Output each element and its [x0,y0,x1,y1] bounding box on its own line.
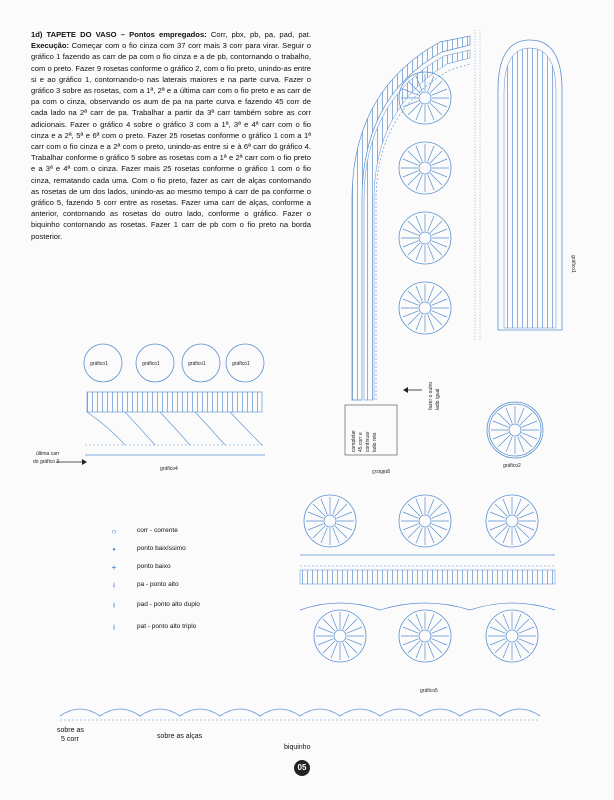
single-crochet-icon: + [111,563,117,572]
svg-text:continuar: continuar [365,431,371,452]
ultima-carr-line1: última carr [36,451,60,457]
slip-stitch-icon: • [112,545,116,554]
sobre-corr-line1: sobre as [57,727,84,734]
grafico5-chart [300,495,555,694]
fazer-note [428,382,441,410]
ultima-carr-line2: do gráfico 3 [33,459,60,465]
legend-row [111,527,178,536]
svg-text:gráfico1: gráfico1 [188,361,206,367]
svg-text:gráfico3: gráfico3 [372,468,390,474]
legend-label: ponto baixo [137,563,171,570]
execution-label: Execução: [31,41,69,51]
legend-row [111,563,171,572]
grafico2-rosette [487,402,543,469]
ultima-carr-arrowhead [82,459,87,465]
svg-text:gráfico1: gráfico1 [570,255,576,273]
legend-label: corr - corrente [137,527,178,534]
svg-text:45 corr e: 45 corr e [358,432,364,452]
fazer-arrowhead [403,387,408,393]
double-crochet-icon: ⟊ [112,581,116,590]
legend-label: pad - ponto alto duplo [137,601,200,608]
svg-text:gráfico4: gráfico4 [160,466,178,472]
instructions-title: 1d) TAPETE DO VASO – Pontos empregados: [31,30,207,39]
grafico1-side-label [570,255,576,273]
legend-row [112,545,186,554]
treble-crochet-icon: ⟊ [112,601,116,610]
legend-row [112,581,179,590]
svg-text:gráfico1: gráfico1 [232,361,250,367]
sobre-alcas-label: sobre as alças [157,733,203,740]
biquinho-chart [60,709,540,720]
svg-text:lado reto: lado reto [372,432,378,452]
grafico3-label [372,468,390,474]
instructions-body: Começar com o fio cinza com 37 corr mais 3 corr para virar. Seguir o gráfico 1 fazendo as carr de pa com o fio cinza e a de pb, contornando o trabalho, com o preto. Fazer 9 rosetas conforme o gráfico 2, com o fio preto, unindo-as entre si e ao gráfico 1, contornando-o nas laterais maiores e na parte curva. Fazer o gráfico 3 sobre as rosetas, com a 1ª, 2ª e a última carr com o fio preto e as carr de pa com o cinza, observando os aum de pa na parte curva e fazendo 45 corr de cada lado na 2ª carr de pa. Trabalhar a partir da 3ª carr também sobre as corr adicionais. Fazer o gráfico 4 sobre o gráfico 3 com a 1ª, 3ª e 4ª carr com o fio cinza e a 2ª, 5ª e 6ª com o preto. Fazer 25 rosetas conforme o gráfico 1 com a 1ª carr com o fio cinza e a 2ª com o preto, unindo-as entre si e à 6ª carr do gráfico 4. Trabalhar conforme o gráfico 5 sobre as rosetas com a 1ª e 2ª carr com o fio preto e a 3ª e 4ª com o cinza. Fazer mais 25 rosetas conforme o gráfico 1 com o fio cinza, rematando cada uma. Com o fio preto, fazer as carr de alças contornando as rosetas de um dos lados, unindo-as ao mesmo tempo à carr de pa conforme o gráfico 5, fazendo 5 corr entre as rosetas. Fazer uma carr de alças, conforme a anterior, contornando as rosetas do outro lado, conforme o gráfico. Fazer o biquinho contornando as rosetas. Fazer 1 carr de pb com o fio preto na borda posterior. [31,41,311,241]
legend-row [112,601,200,610]
biquinho-label: biquinho [284,744,311,751]
chain-icon: ○ [111,527,117,536]
grafico-top-right [352,30,562,400]
svg-text:gráfico1: gráfico1 [142,361,160,367]
triple-treble-icon: ⟊ [112,623,116,632]
completar-note [351,430,378,452]
points-used: Corr, pbx, pb, pa, pad, pat. [206,30,311,39]
grafico4-chart [84,344,265,472]
svg-text:completar: completar [351,430,357,452]
page-number: 05 [294,760,310,776]
svg-text:fazer o outro: fazer o outro [428,381,434,410]
svg-text:lado igual: lado igual [435,388,441,410]
legend-label: pat - ponto alto triplo [137,623,197,630]
legend-label: ponto baixíssimo [137,545,186,552]
legend-label: pa - ponto alto [137,581,179,588]
svg-text:gráfico1: gráfico1 [90,361,108,367]
sobre-corr-line2: 5 corr [61,736,79,743]
svg-text:gráfico2: gráfico2 [503,463,521,469]
svg-text:gráfico5: gráfico5 [420,688,438,694]
legend-row [112,623,197,632]
